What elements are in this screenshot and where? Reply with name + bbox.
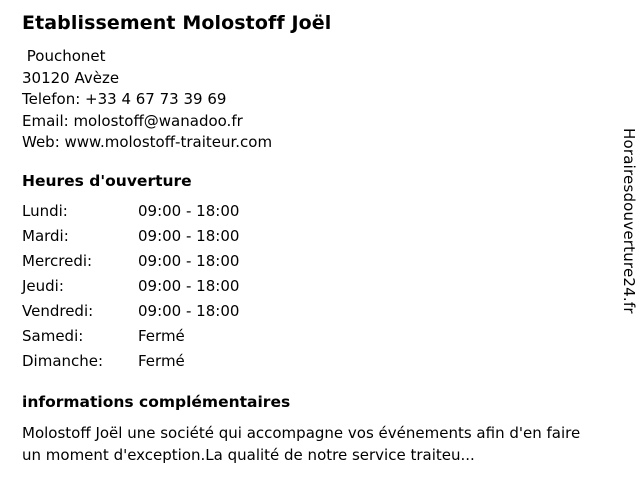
hours-day-label: Jeudi: xyxy=(22,276,64,295)
hours-value: 09:00 - 18:00 xyxy=(138,201,240,220)
additional-info-heading: informations complémentaires xyxy=(22,392,291,411)
business-info-block xyxy=(22,10,592,466)
address-line: Pouchonet xyxy=(22,47,106,65)
hours-value: Fermé xyxy=(138,351,185,370)
opening-hours-heading: Heures d'ouverture xyxy=(22,171,192,190)
hours-value: Fermé xyxy=(138,326,185,345)
hours-day-label: Mardi: xyxy=(22,226,69,245)
table-row xyxy=(22,352,239,377)
hours-day-label: Samedi: xyxy=(22,326,84,345)
hours-day-label: Lundi: xyxy=(22,201,68,220)
additional-info-text: Molostoff Joël une société qui accompagne vos événements afin d'en faire un moment d'exception.La qualité de notre service traiteu... xyxy=(22,423,581,464)
hours-value: 09:00 - 18:00 xyxy=(138,226,240,245)
table-row xyxy=(22,302,239,327)
hours-day-label: Vendredi: xyxy=(22,301,94,320)
table-row xyxy=(22,327,239,352)
address-line: 30120 Avèze xyxy=(22,68,120,87)
email-line: Email: molostoff@wanadoo.fr xyxy=(22,111,243,130)
hours-value: 09:00 - 18:00 xyxy=(138,251,240,270)
hours-value: 09:00 - 18:00 xyxy=(138,276,240,295)
page-title: Etablissement Molostoff Joël xyxy=(22,12,332,34)
hours-day-label: Dimanche: xyxy=(22,351,104,370)
table-row xyxy=(22,202,239,227)
website-line: Web: www.molostoff-traiteur.com xyxy=(22,133,273,151)
watermark-vertical-text: Horairesdouverture24.fr xyxy=(620,128,638,314)
table-row xyxy=(22,277,239,302)
table-row xyxy=(22,252,239,277)
hours-day-label: Mercredi: xyxy=(22,251,93,270)
opening-hours-table xyxy=(22,202,239,377)
phone-line: Telefon: +33 4 67 73 39 69 xyxy=(22,90,227,108)
table-row xyxy=(22,227,239,252)
hours-value: 09:00 - 18:00 xyxy=(138,301,240,320)
